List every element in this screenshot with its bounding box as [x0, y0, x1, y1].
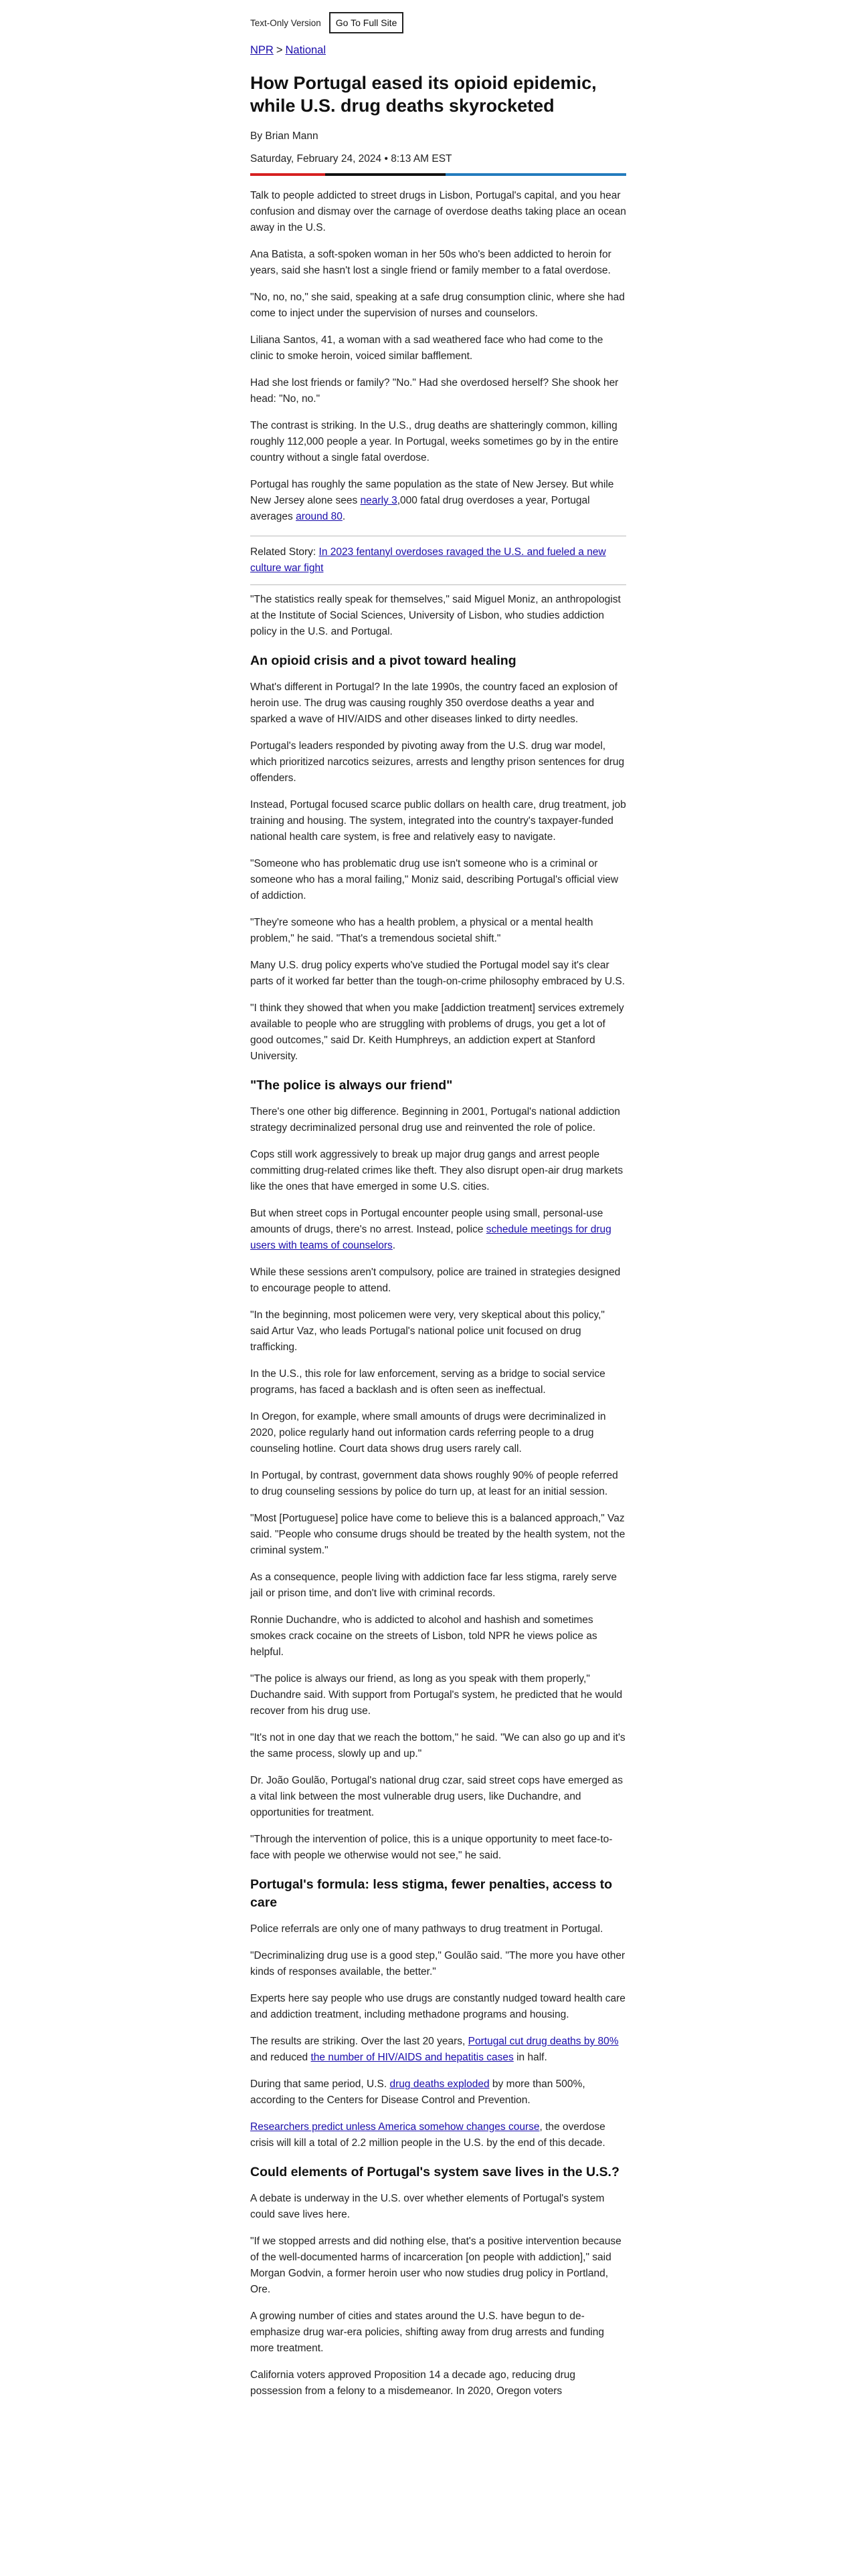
paragraph: In the U.S., this role for law enforcement, serving as a bridge to social service programs, has faced a backlash and is often seen as ineffectual.: [250, 1368, 605, 1396]
page: [250, 0, 626, 2437]
divider: [250, 584, 626, 585]
breadcrumb: [250, 44, 626, 57]
text: But when street cops in Portugal encounter people using small, personal-use amounts of drugs, there's no arrest. Instead, police: [250, 1208, 603, 1235]
paragraph: [250, 1206, 626, 1254]
full-site-button[interactable]: Go To Full Site: [329, 12, 404, 33]
schedule-meetings-link[interactable]: schedule meetings for drug users with teams of counselors: [250, 1224, 611, 1251]
paragraph: A growing number of cities and states around the U.S. have begun to de-emphasize drug war-era policies, shifting away from drug arrests and funding more treatment.: [250, 2311, 604, 2354]
color-bar-blue: [446, 173, 626, 176]
color-bar-black: [325, 173, 446, 176]
section-heading: Could elements of Portugal's system save lives in the U.S.?: [250, 2165, 619, 2179]
text: The results are striking. Over the last 20 years,: [250, 2036, 468, 2047]
related-story-label: Related Story:: [250, 546, 319, 558]
breadcrumb-separator: >: [276, 44, 283, 56]
section-heading: "The police is always our friend": [250, 1078, 453, 1093]
paragraph: Talk to people addicted to street drugs in Lisbon, Portugal's capital, and you hear confusion and dismay over the carnage of overdose deaths taking place an ocean away in the U.S.: [250, 190, 626, 233]
text: Portugal has roughly the same population as the state of New Jersey. But while New Jersey alone sees: [250, 479, 614, 506]
paragraph: [250, 477, 626, 525]
paragraph: As a consequence, people living with addiction face far less stigma, rarely serve jail or prison time, and don't live with criminal records.: [250, 1572, 617, 1599]
text: , the overdose crisis will kill a total of 2.2 million people in the U.S. by the end of this decade.: [250, 2121, 605, 2149]
text-only-label: Text-Only Version: [250, 17, 321, 28]
paragraph: "Through the intervention of police, this is a unique opportunity to meet face-to-face with people we otherwise would not see," he said.: [250, 1834, 613, 1861]
paragraph: Cops still work aggressively to break up major drug gangs and arrest people committing drug-related crimes like theft. They also disrupt open-air drug markets like the ones that have emerged in some U.S. cities.: [250, 1149, 624, 1192]
related-story: [250, 544, 626, 576]
paragraph: Experts here say people who use drugs are constantly nudged toward health care and addiction treatment, including methadone programs and housing.: [250, 1993, 626, 2020]
paragraph: The contrast is striking. In the U.S., drug deaths are shatteringly common, killing roughly 112,000 people a year. In Portugal, weeks sometimes go by in the entire country without a single fatal overdose.: [250, 420, 619, 463]
article-title: How Portugal eased its opioid epidemic, while U.S. drug deaths skyrocketed: [250, 73, 597, 116]
paragraph: "Most [Portuguese] police have come to believe this is a balanced approach," Vaz said. "People who consume drugs should be treated by the health system, not the criminal system.": [250, 1513, 626, 1556]
section-heading: Portugal's formula: less stigma, fewer penalties, access to care: [250, 1877, 613, 1910]
portugal-cut-deaths-link[interactable]: Portugal cut drug deaths by 80%: [468, 2036, 619, 2047]
paragraph: While these sessions aren't compulsory, police are trained in strategies designed to encourage people to attend.: [250, 1267, 621, 1294]
paragraph: Instead, Portugal focused scarce public dollars on health care, drug treatment, job training and housing. The system, integrated into the country's taxpayer-funded national health care system, is free and relatively easy to navigate.: [250, 799, 626, 843]
hiv-hepatitis-link[interactable]: the number of HIV/AIDS and hepatitis cases: [310, 2052, 514, 2063]
breadcrumb-npr-link[interactable]: NPR: [250, 44, 274, 56]
top-bar: [250, 12, 626, 33]
text: and reduced: [250, 2052, 311, 2063]
paragraph: Dr. João Goulão, Portugal's national drug czar, said street cops have emerged as a vital link between the most vulnerable drug users, like Duchandre, and opportunities for treatment.: [250, 1775, 623, 1818]
paragraph: Portugal's leaders responded by pivoting away from the U.S. drug war model, which prioritized narcotics seizures, arrests and lengthy prison sentences for drug offenders.: [250, 740, 625, 784]
publish-date: Saturday, February 24, 2024 • 8:13 AM EST: [250, 153, 452, 165]
text: During that same period, U.S.: [250, 2078, 390, 2090]
paragraph: California voters approved Proposition 14 a decade ago, reducing drug possession from a felony to a misdemeanor. In 2020, Oregon voters: [250, 2369, 575, 2397]
byline: By Brian Mann: [250, 130, 318, 142]
paragraph: "It's not in one day that we reach the bottom," he said. "We can also go up and it's the same process, slowly up and up.": [250, 1732, 626, 1759]
researchers-predict-link[interactable]: Researchers predict unless America somehow changes course: [250, 2121, 540, 2133]
paragraph: In Portugal, by contrast, government data shows roughly 90% of people referred to drug counseling sessions by police do turn up, at least for an initial session.: [250, 1470, 618, 1497]
paragraph: "Someone who has problematic drug use isn't someone who is a criminal or someone who has a moral failing," Moniz said, describing Portugal's official view of addiction.: [250, 858, 619, 901]
paragraph: Had she lost friends or family? "No." Had she overdosed herself? She shook her head: "No, no.": [250, 377, 619, 405]
paragraph: "The statistics really speak for themselves," said Miguel Moniz, an anthropologist at the Institute of Social Sciences, University of Lisbon, who studies addiction policy in the U.S. and Portugal.: [250, 594, 621, 637]
paragraph: There's one other big difference. Beginning in 2001, Portugal's national addiction strategy decriminalized personal drug use and reinvented the role of police.: [250, 1106, 620, 1134]
paragraph: "The police is always our friend, as long as you speak with them properly," Duchandre said. With support from Portugal's system, he predicted that he would recover from his drug use.: [250, 1673, 623, 1717]
paragraph: [250, 2119, 626, 2151]
color-bar-red: [250, 173, 325, 176]
paragraph: "No, no, no," she said, speaking at a safe drug consumption clinic, where she had come to inject under the supervision of nurses and counselors.: [250, 292, 625, 319]
paragraph: "In the beginning, most policemen were very, very skeptical about this policy," said Artur Vaz, who leads Portugal's national police unit focused on drug trafficking.: [250, 1309, 605, 1353]
paragraph: [250, 2076, 626, 2109]
paragraph: "If we stopped arrests and did nothing else, that's a positive intervention because of the well-documented harms of incarceration [on people with addiction]," said Morgan Godvin, a former heroin user who now studies drug policy in Portland, Ore.: [250, 2236, 622, 2295]
text: .: [392, 1240, 396, 1251]
text: ,000 fatal drug overdoses a year, Portugal averages: [250, 495, 590, 522]
paragraph: [250, 2034, 626, 2066]
paragraph: "I think they showed that when you make [addiction treatment] services extremely available to people who are struggling with problems of drugs, you get a lot of good outcomes," said Dr. Keith Humphreys, an addiction expert at Stanford University.: [250, 1002, 624, 1062]
nearly-3-link[interactable]: nearly 3: [360, 495, 397, 506]
paragraph: Many U.S. drug policy experts who've studied the Portugal model say it's clear parts of it worked far better than the tough-on-crime philosophy embraced by U.S.: [250, 960, 626, 987]
paragraph: "Decriminalizing drug use is a good step," Goulão said. "The more you have other kinds of responses available, the better.": [250, 1950, 626, 1977]
paragraph: A debate is underway in the U.S. over whether elements of Portugal's system could save lives here.: [250, 2193, 605, 2220]
paragraph: Police referrals are only one of many pathways to drug treatment in Portugal.: [250, 1923, 603, 1935]
text: by more than 500%, according to the Centers for Disease Control and Prevention.: [250, 2078, 585, 2106]
text: .: [342, 511, 346, 522]
drug-deaths-exploded-link[interactable]: drug deaths exploded: [389, 2078, 490, 2090]
related-story-link[interactable]: In 2023 fentanyl overdoses ravaged the U.S. and fueled a new culture war fight: [250, 546, 606, 574]
paragraph: In Oregon, for example, where small amounts of drugs were decriminalized in 2020, police regularly hand out information cards referring people to a drug counseling hotline. Court data shows drug users rarely call.: [250, 1411, 606, 1455]
paragraph: Ronnie Duchandre, who is addicted to alcohol and hashish and sometimes smokes crack cocaine on the streets of Lisbon, told NPR he views police as helpful.: [250, 1614, 597, 1658]
paragraph: Liliana Santos, 41, a woman with a sad weathered face who had come to the clinic to smoke heroin, voiced similar bafflement.: [250, 334, 603, 362]
paragraph: Ana Batista, a soft-spoken woman in her 50s who's been addicted to heroin for years, said she hasn't lost a single friend or family member to a fatal overdose.: [250, 249, 611, 276]
color-divider-bar: [250, 173, 626, 176]
text: in half.: [513, 2052, 547, 2063]
section-heading: An opioid crisis and a pivot toward healing: [250, 653, 516, 668]
paragraph: What's different in Portugal? In the late 1990s, the country faced an explosion of heroin use. The drug was causing roughly 350 overdose deaths a year and sparked a wave of HIV/AIDS and other diseases linked to dirty needles.: [250, 681, 617, 725]
paragraph: "They're someone who has a health problem, a physical or a mental health problem," he said. "That's a tremendous societal shift.": [250, 917, 593, 944]
breadcrumb-national-link[interactable]: National: [285, 44, 326, 56]
around-80-link[interactable]: around 80: [296, 511, 343, 522]
